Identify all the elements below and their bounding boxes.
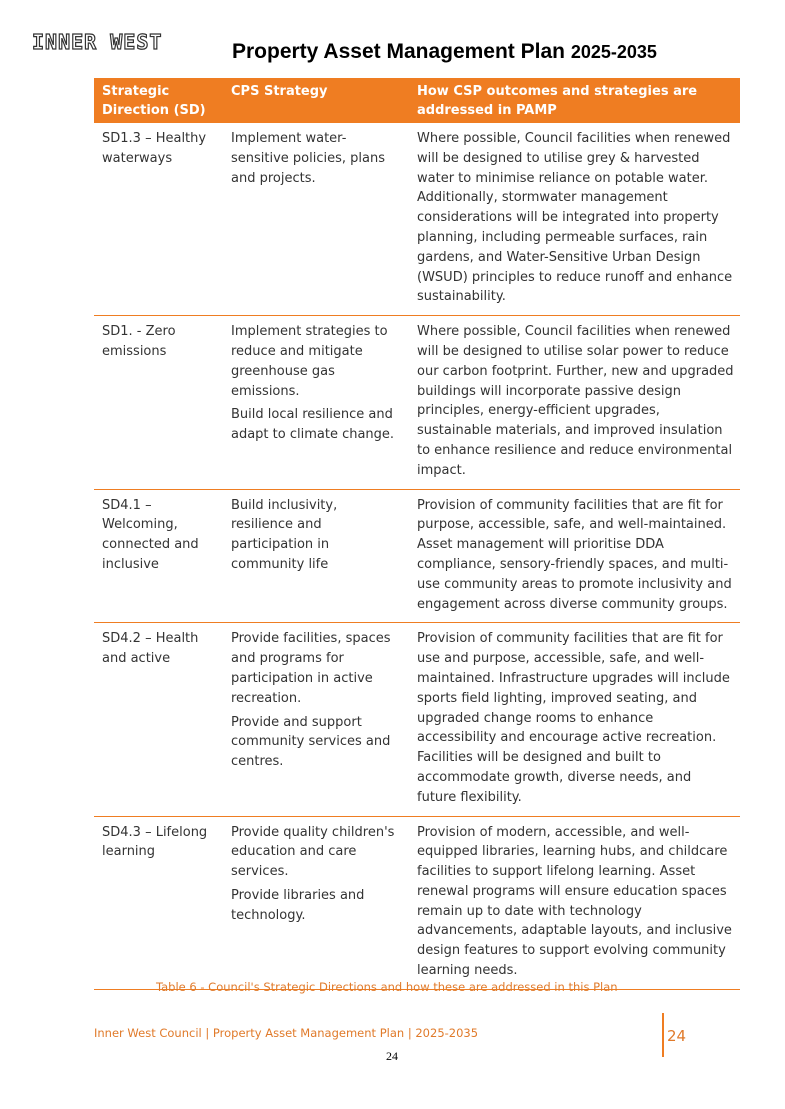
table-row bbox=[94, 816, 740, 989]
cell-how-addressed: Provision of community facilities that are fit for purpose, accessible, safe, and well-maintained. Asset management will prioritise DDA compliance, sensory-friendly spaces, and multi-use community areas to promote inclusivity and engagement across diverse community groups. bbox=[409, 489, 740, 623]
footer-divider bbox=[662, 1013, 664, 1057]
cell-how-addressed: Provision of community facilities that are fit for use and purpose, accessible, safe, and well-maintained. Infrastructure upgrades will include sports field lighting, improved seating, and upgraded change rooms to enhance accessibility and encourage active recreation. Facilities will be designed and built to accommodate growth, diverse needs, and future flexibility. bbox=[409, 623, 740, 816]
table-row bbox=[94, 489, 740, 623]
cell-cps-strategy bbox=[223, 316, 409, 489]
table-header-row bbox=[94, 78, 740, 123]
table-row bbox=[94, 316, 740, 489]
page-title-years: 2025-2035 bbox=[570, 42, 657, 62]
cell-strategic-direction: SD4.3 – Lifelong learning bbox=[94, 816, 223, 989]
table-row bbox=[94, 623, 740, 816]
cps-strategy-text: Provide and support community services and centres. bbox=[231, 714, 391, 770]
cell-how-addressed: Provision of modern, accessible, and well-equipped libraries, learning hubs, and childcare facilities to support lifelong learning. Asset renewal programs will ensure education spaces remain up to date with technology advancements, adaptable layouts, and inclusive design features to support evolving community learning needs. bbox=[409, 816, 740, 989]
cps-strategy-text: Provide facilities, spaces and programs for participation in active recreation. bbox=[231, 631, 391, 706]
cell-how-addressed: Where possible, Council facilities when renewed will be designed to utilise grey & harvested water to minimise reliance on potable water. Additionally, stormwater management considerations will be integrated into property planning, including permeable surfaces, rain gardens, and Water-Sensitive Urban Design (WSUD) principles to reduce runoff and enhance sustainability. bbox=[409, 123, 740, 316]
cell-cps-strategy bbox=[223, 123, 409, 316]
header-how-addressed: How CSP outcomes and strategies are addressed in PAMP bbox=[409, 78, 740, 123]
table-caption: Table 6 - Council's Strategic Directions and how these are addressed in this Plan bbox=[156, 980, 618, 994]
footer-page-number: 24 bbox=[667, 1027, 687, 1045]
header-cps-strategy: CPS Strategy bbox=[223, 78, 409, 123]
inner-west-logo: INNER WEST bbox=[32, 30, 163, 54]
cell-strategic-direction: SD4.1 – Welcoming, connected and inclusive bbox=[94, 489, 223, 623]
strategic-directions-table bbox=[94, 78, 740, 990]
cell-strategic-direction: SD1.3 – Healthy waterways bbox=[94, 123, 223, 316]
cps-strategy-text: Build inclusivity, resilience and participation in community life bbox=[231, 497, 338, 572]
page-number: 24 bbox=[386, 1049, 398, 1063]
cell-how-addressed: Where possible, Council facilities when renewed will be designed to utilise solar power to reduce our carbon footprint. Further, new and upgraded buildings will incorporate passive design principles, energy-efficient upgrades, sustainable materials, and improved insulation to enhance resilience and reduce environmental impact. bbox=[409, 316, 740, 489]
footer-text: Inner West Council | Property Asset Management Plan | 2025-2035 bbox=[94, 1026, 479, 1040]
cell-cps-strategy bbox=[223, 489, 409, 623]
cps-strategy-text: Implement strategies to reduce and mitigate greenhouse gas emissions. bbox=[231, 324, 388, 399]
cell-strategic-direction: SD1. - Zero emissions bbox=[94, 316, 223, 489]
header-strategic-direction: Strategic Direction (SD) bbox=[94, 78, 223, 123]
cell-strategic-direction: SD4.2 – Health and active bbox=[94, 623, 223, 816]
page-title-text: Property Asset Management Plan bbox=[232, 40, 565, 63]
cell-cps-strategy bbox=[223, 816, 409, 989]
cell-cps-strategy bbox=[223, 623, 409, 816]
cps-strategy-text: Provide quality children's education and care services. bbox=[231, 824, 395, 880]
cps-strategy-text: Implement water-sensitive policies, plans and projects. bbox=[231, 131, 385, 186]
cps-strategy-text: Provide libraries and technology. bbox=[231, 887, 365, 923]
cps-strategy-text: Build local resilience and adapt to climate change. bbox=[231, 407, 395, 443]
page-title bbox=[232, 40, 657, 64]
table-row bbox=[94, 123, 740, 316]
